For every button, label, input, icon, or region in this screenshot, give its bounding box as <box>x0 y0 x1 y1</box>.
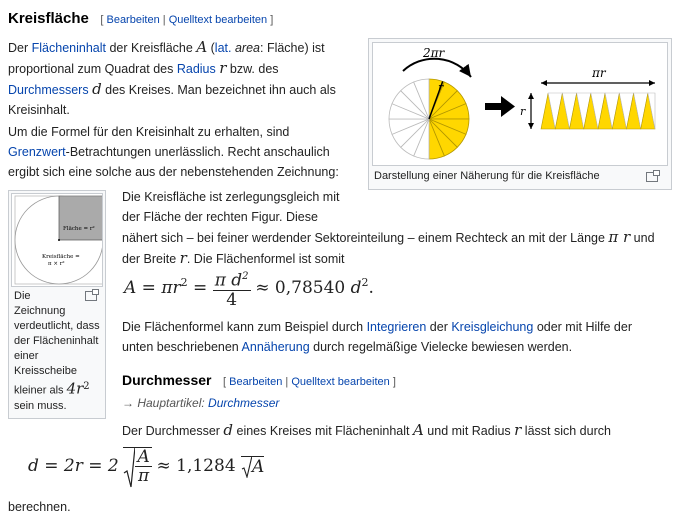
formula-fraction: $\frac{\pi d^2}{4}$ <box>213 268 251 309</box>
source-edit-link[interactable]: Quelltext bearbeiten <box>168 14 268 26</box>
figure2-caption: Die Zeichnung verdeutlicht, dass der Flächeninhalt einer Kreisscheibe kleiner als $4r^2$ sein muss. <box>14 290 100 412</box>
link-annaeherung[interactable]: Annäherung <box>241 340 310 354</box>
figure-square-circle <box>8 190 106 419</box>
figure-circle-approximation <box>368 38 672 190</box>
formula-diameter: d = 2r = 2 $\frac{A}{\pi}$ ≈ 1,1284 A <box>28 447 265 486</box>
rearranged-sectors <box>541 93 655 129</box>
label-2pir: 2πr <box>423 46 445 60</box>
link-flaecheninhalt[interactable]: Flächeninhalt <box>31 41 106 55</box>
main-article-hatnote: → Hauptartikel: Durchmesser <box>122 396 280 410</box>
link-kreisgleichung[interactable]: Kreisgleichung <box>451 320 534 334</box>
formula-area: $A = \pi r^2$ = $\frac{\pi d^2}{4}$ ≈ 0,78540 $d^2$. <box>124 268 374 309</box>
paragraph-integration: Die Flächenformel kann zum Beispiel durch Integrieren der Kreisgleichung oder mit Hilfe der unten beschriebenen Annäherung durch regelmäßige Vielecke bewiesen werden. <box>122 320 632 354</box>
label-r-circle: r <box>438 81 444 94</box>
section-title: Kreisfläche <box>8 10 89 27</box>
section-heading-durchmesser <box>122 372 622 388</box>
edit-link[interactable]: Bearbeiten <box>106 14 160 26</box>
link-lat[interactable]: lat. <box>214 41 232 55</box>
sqrt-sign-2: A <box>241 456 264 477</box>
circle-approx-diagram <box>373 43 667 165</box>
label-r-rect: r <box>520 105 526 118</box>
section-heading-kreisflaeche <box>8 10 408 27</box>
math-r: r <box>219 59 227 77</box>
square-circle-diagram <box>12 194 102 286</box>
figure-caption: Darstellung einer Näherung für die Kreisfläche <box>374 169 664 184</box>
section2-title: Durchmesser <box>122 372 212 388</box>
figure2-image[interactable] <box>11 193 103 287</box>
figure-image[interactable] <box>372 42 668 166</box>
magnify-icon[interactable] <box>646 172 658 182</box>
math-d: d <box>92 80 102 98</box>
math-A: A <box>196 38 208 56</box>
source-edit-link-2[interactable]: Quelltext bearbeiten <box>291 376 390 388</box>
link-integrieren[interactable]: Integrieren <box>366 320 427 334</box>
circumference-arrow <box>403 59 471 77</box>
paragraph-intro: Der Flächeninhalt der Kreisfläche A (lat. area: Fläche) ist proportional zum Quadrat des Radius r bzw. des Durchmessers d des Kreises. Man bezeichnet ihn auch als Kreisinhalt. <box>8 38 336 117</box>
label-square-area: Fläche = r² <box>63 226 95 232</box>
paragraph-grenzwert: Um die Formel für den Kreisinhalt zu erhalten, sind Grenzwert-Betrachtungen unerlässlich. Recht anschaulich ergibt sich eine solche aus der nebenstehenden Zeichnung: <box>8 125 339 179</box>
link-grenzwert[interactable]: Grenzwert <box>8 145 66 159</box>
paragraph-zerlegung: Die Kreisfläche ist zerlegungsgleich mit der Fläche der rechten Figur. Diese nähert sich – bei feiner werdender Sektoreinteilung – einem Rechteck an mit der Länge π r und der Breite r. Die Flächenformel ist somit <box>122 190 655 267</box>
paragraph-durchmesser: Der Durchmesser d eines Kreises mit Flächeninhalt A und mit Radius r lässt sich durch <box>122 421 611 439</box>
edit-links: [ Bearbeiten | Quelltext bearbeiten ] <box>100 14 274 26</box>
link-durchmesser-article[interactable]: Durchmesser <box>208 396 280 410</box>
label-circle-area-1: Kreisfläche = <box>42 254 80 260</box>
transform-arrow <box>485 96 515 117</box>
label-circle-area-2: π × r² <box>48 261 65 267</box>
paragraph-berechnen: berechnen. <box>8 500 71 514</box>
sqrt-sign: $\frac{A}{\pi}$ <box>123 447 151 485</box>
edit-link-2[interactable]: Bearbeiten <box>229 376 283 388</box>
link-durchmessers[interactable]: Durchmessers <box>8 83 89 97</box>
circle-sectors <box>389 79 469 159</box>
label-pir: πr <box>592 66 606 80</box>
link-radius[interactable]: Radius <box>176 62 216 76</box>
edit-links-2: [ Bearbeiten | Quelltext bearbeiten ] <box>222 376 396 388</box>
